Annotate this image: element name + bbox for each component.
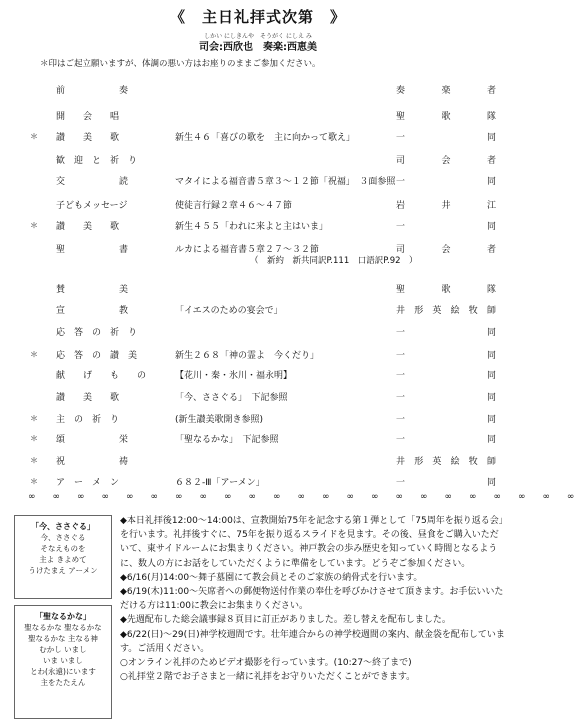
song-box-seinaruka bbox=[14, 605, 112, 719]
item-label: 開 会 唱 bbox=[56, 112, 120, 122]
item-responder: 一 同 bbox=[396, 393, 496, 403]
item-responder: 一 同 bbox=[396, 371, 496, 381]
song-line: 聖なるかな 聖なるかな bbox=[24, 623, 102, 632]
order-row bbox=[30, 363, 500, 383]
item-content: 新生４５５「われに来よと主はいま」 bbox=[175, 222, 329, 232]
announcement-item: ○礼拝堂２階でお子さまと一緒に礼拝をお守りいただくことができます。 bbox=[120, 672, 416, 683]
item-content: 「イエスのための宴会で」 bbox=[175, 306, 283, 316]
item-responder: 井形英絵牧師 bbox=[396, 457, 496, 467]
item-label: 讃 美 歌 bbox=[56, 393, 120, 403]
item-label: 祝 祷 bbox=[56, 457, 129, 467]
item-label: 賛 美 bbox=[56, 285, 129, 295]
standing-mark: ＊ bbox=[30, 477, 38, 486]
item-responder: 一 同 bbox=[396, 328, 496, 338]
order-row bbox=[30, 427, 500, 447]
item-content: 【花川・秦・氷川・福永明】 bbox=[175, 371, 293, 381]
order-row bbox=[30, 125, 500, 145]
item-label: 前 奏 bbox=[56, 86, 129, 96]
item-label: 子どもメッセージ bbox=[56, 201, 128, 211]
service-title: 《 主日礼拝式次第 》 bbox=[169, 8, 346, 26]
item-label: 宣 教 bbox=[56, 306, 129, 316]
item-content: 新生４６「喜びの歌を 主に向かって歌え」 bbox=[175, 133, 356, 143]
item-label: 讃 美 歌 bbox=[56, 222, 120, 232]
item-label: 聖 書 bbox=[56, 245, 129, 255]
song-line: とわ(永遠)にいます bbox=[30, 667, 96, 676]
item-content: 使徒言行録２章４６～４７節 bbox=[175, 201, 293, 211]
order-row bbox=[30, 148, 500, 168]
order-row bbox=[30, 449, 500, 469]
item-label: 歓 迎 と 祈 り bbox=[56, 156, 138, 166]
item-responder: 司 会 者 bbox=[396, 245, 496, 255]
item-responder: 一 同 bbox=[396, 133, 496, 143]
ruby-reading: しかい にしきんや そうがく にしえ み bbox=[204, 33, 312, 40]
song-line: うけたまえ アーメン bbox=[28, 566, 98, 575]
order-row bbox=[30, 470, 500, 490]
song-box-title: 「今、ささぐる」 bbox=[31, 522, 95, 531]
item-responder: 一 同 bbox=[396, 351, 496, 361]
item-label: 交 読 bbox=[56, 177, 129, 187]
standing-mark: ＊ bbox=[30, 350, 38, 359]
order-row bbox=[30, 78, 500, 98]
item-responder: 岩 井 江 bbox=[396, 201, 496, 211]
item-responder: 一 同 bbox=[396, 177, 496, 187]
item-label: ア ー メ ン bbox=[56, 478, 120, 488]
item-content: ６８２-Ⅲ「アーメン」 bbox=[175, 478, 265, 488]
song-line: いま いまし bbox=[43, 656, 83, 665]
order-row bbox=[30, 169, 500, 189]
order-row bbox=[30, 277, 500, 297]
standing-mark: ＊ bbox=[30, 221, 38, 230]
announcement-item: ◆6/22(日)～29(日)神学校週間です。壮年連合からの神学校週間の案内、献金袋を配布しています。ご活用ください。 bbox=[120, 629, 505, 654]
item-content: 新生２６８「神の霊よ 今くだり」 bbox=[175, 351, 320, 361]
item-responder: 一 同 bbox=[396, 222, 496, 232]
item-label: 讃 美 歌 bbox=[56, 133, 120, 143]
song-line: 今、ささぐる bbox=[40, 533, 86, 542]
item-content: (新生讃美歌開き参照) bbox=[175, 415, 264, 425]
item-responder: 一 同 bbox=[396, 435, 496, 445]
order-row bbox=[30, 407, 500, 427]
item-label: 献 げ も の bbox=[56, 371, 147, 381]
order-row bbox=[30, 385, 500, 405]
item-label: 主 の 祈 り bbox=[56, 415, 120, 425]
item-responder: 奏 楽 者 bbox=[396, 86, 496, 96]
item-responder: 司 会 者 bbox=[396, 156, 496, 166]
announcement-item: ◆6/16(月)14:00～舞子墓園にて教会員とそのご家族の納骨式を行います。 bbox=[120, 572, 423, 583]
announcement-item: ◆6/19(木)11:00～矢席者への郵便物送付作業の奉仕を呼びかけさせて頂きます。お手伝いいただける方は11:00に教会にお集まりください。 bbox=[120, 587, 504, 612]
divider-infinity: ∞ ∞ ∞ ∞ ∞ ∞ ∞ ∞ ∞ ∞ ∞ ∞ ∞ ∞ ∞ ∞ ∞ ∞ ∞ ∞ ∞ ∞ ∞ bbox=[28, 492, 578, 502]
standing-mark: ＊ bbox=[30, 414, 38, 423]
announcements bbox=[120, 514, 505, 684]
order-row bbox=[30, 214, 500, 234]
item-label: 応 答 の 讃 美 bbox=[56, 351, 138, 361]
standing-mark: ＊ bbox=[30, 456, 38, 465]
item-responder: 井形英絵牧師 bbox=[396, 306, 496, 316]
item-content: 「今、ささぐる」 下記参照 bbox=[175, 393, 288, 403]
order-row bbox=[30, 104, 500, 124]
announcement-item: ◆本日礼拝後12:00～14:00は、宣教開始75年を記念する第１弾として「75周年を振り返る会」を行います。礼拝後すぐに、75年を振り返るスライドを見ます。その後、昼食をご購入いただいて、東サイドルームにお集まりください。神戸教会の歩み歴史を知っていく時間となるように、数人の方にお話をしていただくように準備をしています。どうぞご参加ください。 bbox=[120, 516, 504, 569]
item-content: マタイによる福音書５章３～１２節「祝福」 ３面参照 bbox=[175, 177, 396, 187]
standing-note: ＊印はご起立願いますが、体調の悪い方はお座りのままご参加ください。 bbox=[40, 59, 321, 69]
item-label: 頌 栄 bbox=[56, 435, 129, 445]
standing-mark: ＊ bbox=[30, 434, 38, 443]
song-box-title: 「聖なるかな」 bbox=[35, 612, 91, 621]
announcement-item: ○オンライン礼拝のためビデオ撮影を行っています。(10:27～終了まで) bbox=[120, 658, 412, 669]
song-line: 聖なるかな 主なる神 bbox=[28, 634, 98, 643]
order-row bbox=[30, 298, 500, 318]
standing-mark: ＊ bbox=[30, 132, 38, 141]
presider-organist: 司会:西欣也 奏楽:西恵美 bbox=[199, 42, 317, 53]
item-content: 「聖なるかな」 下記参照 bbox=[175, 435, 279, 445]
translation-note: （ 新約 新共同訳P.111 口語訳P.92 ） bbox=[250, 256, 418, 266]
song-box-ima-sasaguru bbox=[14, 515, 112, 599]
item-responder: 一 同 bbox=[396, 415, 496, 425]
item-label: 応 答 の 祈 り bbox=[56, 328, 138, 338]
song-line: そなえものを bbox=[40, 544, 86, 553]
song-line: 主をたたえん bbox=[40, 678, 86, 687]
order-row bbox=[30, 320, 500, 340]
item-responder: 聖 歌 隊 bbox=[396, 112, 496, 122]
item-responder: 聖 歌 隊 bbox=[396, 285, 496, 295]
song-line: むかし いまし bbox=[39, 645, 87, 654]
order-row bbox=[30, 343, 500, 363]
item-responder: 一 同 bbox=[396, 478, 496, 488]
order-row bbox=[30, 193, 500, 213]
announcement-item: ◆先週配布した総会議事録８頁目に訂正がありました。差し替えを配布しました。 bbox=[120, 615, 451, 626]
song-line: 主よ きよめて bbox=[39, 555, 87, 564]
item-content: ルカによる福音書５章２７～３２節 bbox=[175, 245, 320, 255]
